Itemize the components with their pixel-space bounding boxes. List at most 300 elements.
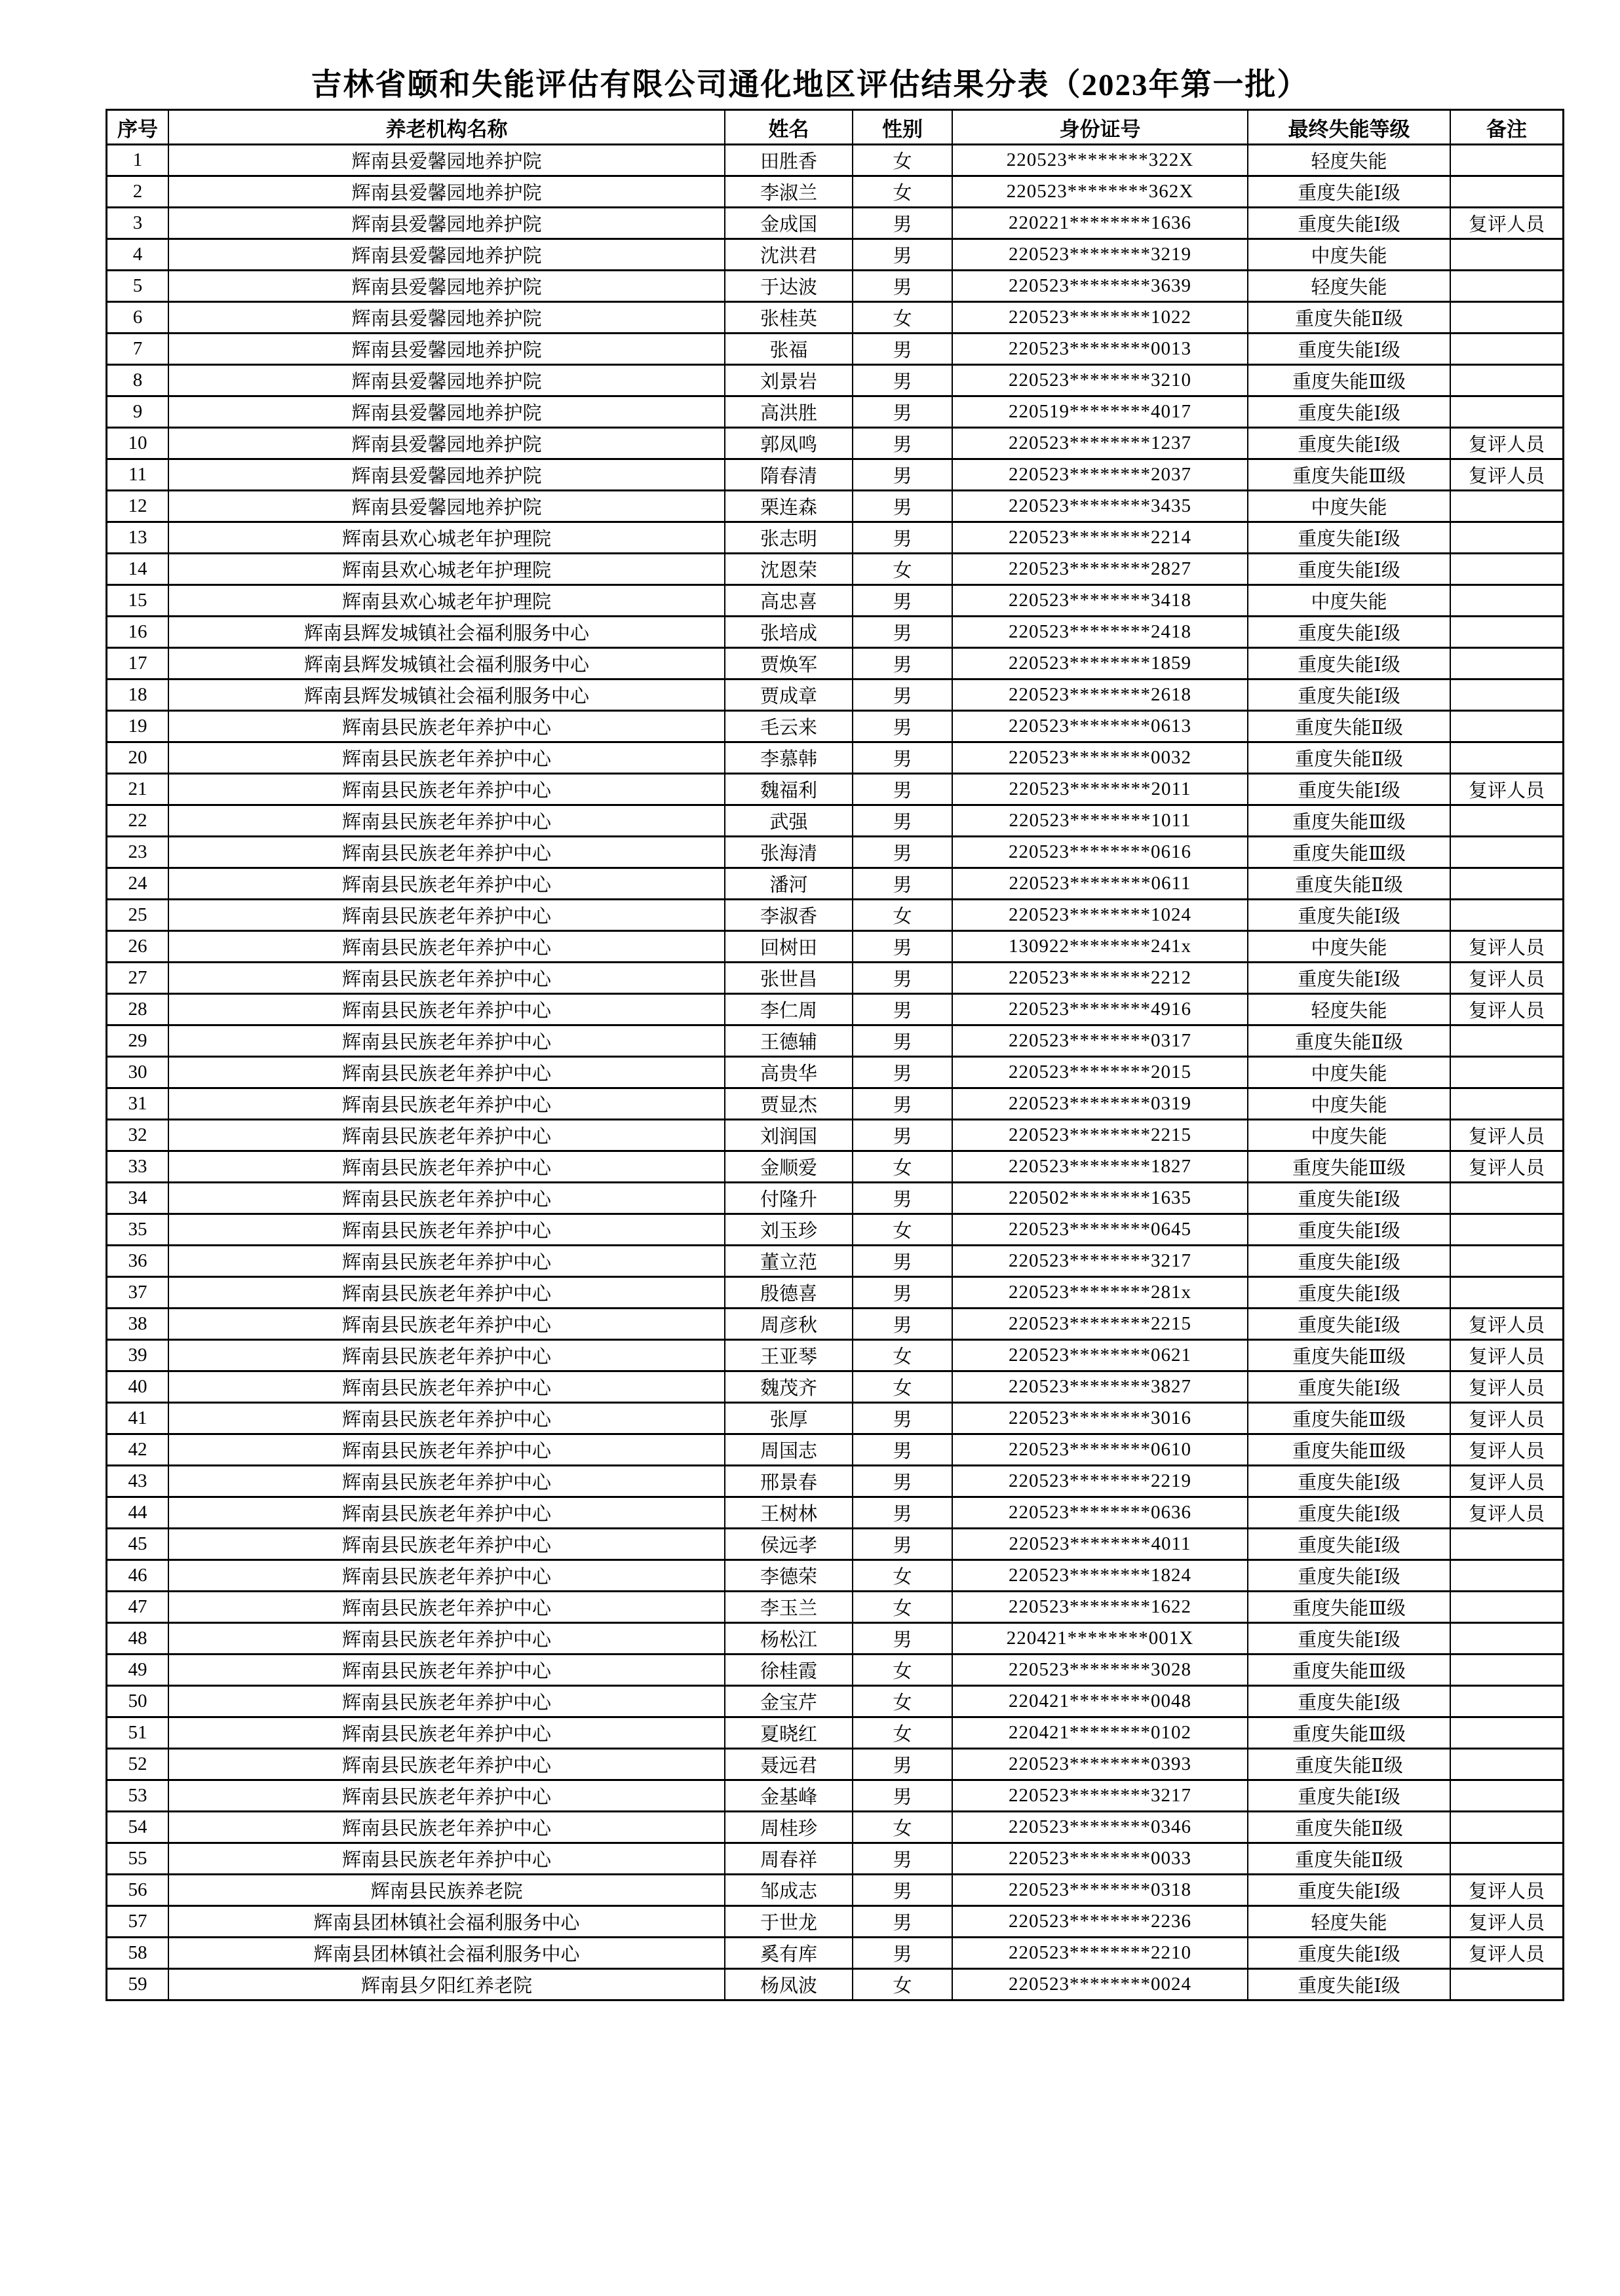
table-row: [107, 1434, 1564, 1466]
cell-index: 31: [107, 1088, 169, 1120]
cell-person-name: 邢景春: [725, 1466, 853, 1497]
cell-person-name: 李淑兰: [725, 176, 853, 208]
cell-gender: 男: [853, 1120, 952, 1151]
cell-institution-name: 辉南县民族老年养护中心: [168, 1749, 725, 1780]
cell-id-number: 220523********0645: [952, 1214, 1248, 1246]
cell-remark: [1450, 302, 1564, 334]
cell-institution-name: 辉南县民族老年养护中心: [168, 1843, 725, 1875]
cell-disability-level: 重度失能Ⅰ级: [1248, 774, 1450, 805]
table-row: [107, 742, 1564, 774]
cell-id-number: 220519********4017: [952, 396, 1248, 428]
cell-id-number: 220421********001X: [952, 1623, 1248, 1655]
cell-index: 23: [107, 837, 169, 868]
cell-index: 27: [107, 963, 169, 994]
cell-remark: [1450, 1214, 1564, 1246]
cell-institution-name: 辉南县爱馨园地养护院: [168, 428, 725, 459]
cell-id-number: 220523********0033: [952, 1843, 1248, 1875]
table-row: [107, 1560, 1564, 1592]
cell-disability-level: 重度失能Ⅰ级: [1248, 396, 1450, 428]
cell-id-number: 220523********281x: [952, 1277, 1248, 1309]
cell-remark: [1450, 837, 1564, 868]
cell-gender: 男: [853, 522, 952, 554]
cell-index: 19: [107, 711, 169, 742]
cell-institution-name: 辉南县民族老年养护中心: [168, 1183, 725, 1214]
cell-person-name: 魏茂齐: [725, 1371, 853, 1403]
cell-index: 12: [107, 491, 169, 522]
cell-gender: 男: [853, 931, 952, 963]
cell-remark: [1450, 1277, 1564, 1309]
cell-index: 47: [107, 1592, 169, 1623]
column-header-index: 序号: [107, 110, 169, 145]
table-row: [107, 1655, 1564, 1686]
cell-person-name: 李慕韩: [725, 742, 853, 774]
cell-disability-level: 轻度失能: [1248, 994, 1450, 1025]
cell-gender: 男: [853, 239, 952, 271]
cell-remark: 复评人员: [1450, 1497, 1564, 1529]
cell-gender: 男: [853, 396, 952, 428]
cell-disability-level: 重度失能Ⅱ级: [1248, 1025, 1450, 1057]
cell-institution-name: 辉南县爱馨园地养护院: [168, 208, 725, 239]
cell-remark: [1450, 679, 1564, 711]
cell-remark: [1450, 1529, 1564, 1560]
cell-institution-name: 辉南县民族老年养护中心: [168, 1529, 725, 1560]
cell-index: 56: [107, 1875, 169, 1906]
cell-remark: [1450, 1246, 1564, 1277]
cell-index: 37: [107, 1277, 169, 1309]
cell-disability-level: 中度失能: [1248, 491, 1450, 522]
cell-id-number: 220523********0610: [952, 1434, 1248, 1466]
cell-id-number: 220523********2236: [952, 1906, 1248, 1938]
table-row: [107, 648, 1564, 679]
cell-id-number: 220523********0621: [952, 1340, 1248, 1371]
cell-id-number: 220523********2418: [952, 617, 1248, 648]
cell-gender: 男: [853, 585, 952, 617]
cell-remark: 复评人员: [1450, 1403, 1564, 1434]
cell-remark: 复评人员: [1450, 1906, 1564, 1938]
cell-index: 25: [107, 900, 169, 931]
cell-remark: [1450, 271, 1564, 302]
cell-institution-name: 辉南县辉发城镇社会福利服务中心: [168, 617, 725, 648]
cell-id-number: 220523********1827: [952, 1151, 1248, 1183]
cell-gender: 男: [853, 1309, 952, 1340]
cell-id-number: 220523********1859: [952, 648, 1248, 679]
cell-institution-name: 辉南县民族老年养护中心: [168, 1686, 725, 1717]
cell-institution-name: 辉南县团林镇社会福利服务中心: [168, 1906, 725, 1938]
cell-disability-level: 重度失能Ⅰ级: [1248, 554, 1450, 585]
cell-remark: [1450, 648, 1564, 679]
cell-id-number: 220523********2215: [952, 1120, 1248, 1151]
cell-index: 5: [107, 271, 169, 302]
cell-institution-name: 辉南县民族老年养护中心: [168, 1371, 725, 1403]
cell-disability-level: 中度失能: [1248, 1088, 1450, 1120]
table-row: [107, 1403, 1564, 1434]
table-row: [107, 302, 1564, 334]
cell-institution-name: 辉南县民族老年养护中心: [168, 1812, 725, 1843]
cell-institution-name: 辉南县民族老年养护中心: [168, 868, 725, 900]
cell-remark: 复评人员: [1450, 1466, 1564, 1497]
cell-disability-level: 重度失能Ⅰ级: [1248, 1497, 1450, 1529]
cell-person-name: 殷德喜: [725, 1277, 853, 1309]
cell-index: 1: [107, 145, 169, 176]
cell-institution-name: 辉南县民族老年养护中心: [168, 1088, 725, 1120]
cell-institution-name: 辉南县民族老年养护中心: [168, 1466, 725, 1497]
cell-index: 13: [107, 522, 169, 554]
cell-index: 34: [107, 1183, 169, 1214]
table-row: [107, 271, 1564, 302]
cell-person-name: 聂远君: [725, 1749, 853, 1780]
cell-disability-level: 重度失能Ⅰ级: [1248, 1214, 1450, 1246]
cell-gender: 男: [853, 648, 952, 679]
cell-disability-level: 重度失能Ⅱ级: [1248, 711, 1450, 742]
cell-person-name: 董立范: [725, 1246, 853, 1277]
table-row: [107, 774, 1564, 805]
cell-person-name: 侯远孝: [725, 1529, 853, 1560]
table-row: [107, 428, 1564, 459]
cell-institution-name: 辉南县民族老年养护中心: [168, 1434, 725, 1466]
cell-gender: 男: [853, 1906, 952, 1938]
cell-index: 46: [107, 1560, 169, 1592]
cell-institution-name: 辉南县民族老年养护中心: [168, 805, 725, 837]
cell-id-number: 220523********2215: [952, 1309, 1248, 1340]
table-row: [107, 868, 1564, 900]
cell-gender: 男: [853, 459, 952, 491]
cell-disability-level: 重度失能Ⅰ级: [1248, 1623, 1450, 1655]
cell-index: 20: [107, 742, 169, 774]
cell-disability-level: 重度失能Ⅰ级: [1248, 1938, 1450, 1969]
cell-index: 10: [107, 428, 169, 459]
cell-institution-name: 辉南县民族老年养护中心: [168, 1309, 725, 1340]
cell-remark: 复评人员: [1450, 931, 1564, 963]
cell-disability-level: 重度失能Ⅰ级: [1248, 522, 1450, 554]
column-header-remark: 备注: [1450, 110, 1564, 145]
table-row: [107, 1246, 1564, 1277]
cell-institution-name: 辉南县民族老年养护中心: [168, 994, 725, 1025]
cell-remark: 复评人员: [1450, 994, 1564, 1025]
table-row: [107, 365, 1564, 396]
cell-disability-level: 中度失能: [1248, 239, 1450, 271]
cell-gender: 男: [853, 334, 952, 365]
cell-disability-level: 重度失能Ⅰ级: [1248, 428, 1450, 459]
table-row: [107, 1088, 1564, 1120]
cell-disability-level: 中度失能: [1248, 585, 1450, 617]
cell-person-name: 沈恩荣: [725, 554, 853, 585]
column-header-id-number: 身份证号: [952, 110, 1248, 145]
table-row: [107, 459, 1564, 491]
table-row: [107, 1466, 1564, 1497]
cell-person-name: 高洪胜: [725, 396, 853, 428]
cell-index: 30: [107, 1057, 169, 1088]
cell-institution-name: 辉南县民族老年养护中心: [168, 742, 725, 774]
cell-disability-level: 重度失能Ⅰ级: [1248, 1277, 1450, 1309]
cell-gender: 男: [853, 1466, 952, 1497]
cell-disability-level: 重度失能Ⅰ级: [1248, 963, 1450, 994]
cell-disability-level: 重度失能Ⅰ级: [1248, 1875, 1450, 1906]
cell-disability-level: 重度失能Ⅲ级: [1248, 1151, 1450, 1183]
cell-person-name: 周桂珍: [725, 1812, 853, 1843]
cell-remark: [1450, 1025, 1564, 1057]
cell-disability-level: 重度失能Ⅰ级: [1248, 617, 1450, 648]
cell-gender: 女: [853, 145, 952, 176]
cell-index: 11: [107, 459, 169, 491]
cell-gender: 男: [853, 491, 952, 522]
cell-remark: [1450, 554, 1564, 585]
cell-gender: 男: [853, 365, 952, 396]
cell-gender: 女: [853, 1560, 952, 1592]
cell-institution-name: 辉南县爱馨园地养护院: [168, 239, 725, 271]
cell-index: 28: [107, 994, 169, 1025]
cell-person-name: 张世昌: [725, 963, 853, 994]
table-row: [107, 1812, 1564, 1843]
table-row: [107, 994, 1564, 1025]
cell-index: 38: [107, 1309, 169, 1340]
cell-person-name: 杨松江: [725, 1623, 853, 1655]
cell-id-number: 220523********2015: [952, 1057, 1248, 1088]
cell-index: 4: [107, 239, 169, 271]
cell-gender: 男: [853, 1780, 952, 1812]
cell-institution-name: 辉南县民族老年养护中心: [168, 774, 725, 805]
cell-disability-level: 重度失能Ⅰ级: [1248, 208, 1450, 239]
table-row: [107, 837, 1564, 868]
cell-index: 18: [107, 679, 169, 711]
cell-index: 40: [107, 1371, 169, 1403]
cell-gender: 男: [853, 742, 952, 774]
cell-index: 53: [107, 1780, 169, 1812]
cell-disability-level: 重度失能Ⅲ级: [1248, 1403, 1450, 1434]
cell-person-name: 张桂英: [725, 302, 853, 334]
cell-institution-name: 辉南县民族老年养护中心: [168, 963, 725, 994]
table-row: [107, 522, 1564, 554]
cell-person-name: 李德荣: [725, 1560, 853, 1592]
cell-institution-name: 辉南县民族老年养护中心: [168, 1655, 725, 1686]
cell-person-name: 奚有库: [725, 1938, 853, 1969]
cell-disability-level: 重度失能Ⅲ级: [1248, 459, 1450, 491]
cell-person-name: 王亚琴: [725, 1340, 853, 1371]
cell-gender: 女: [853, 1686, 952, 1717]
cell-disability-level: 重度失能Ⅰ级: [1248, 1183, 1450, 1214]
cell-person-name: 周国志: [725, 1434, 853, 1466]
cell-gender: 男: [853, 963, 952, 994]
cell-disability-level: 重度失能Ⅰ级: [1248, 679, 1450, 711]
cell-id-number: 220523********2011: [952, 774, 1248, 805]
cell-id-number: 220523********2212: [952, 963, 1248, 994]
table-body: [107, 145, 1564, 2000]
table-row: [107, 1057, 1564, 1088]
cell-remark: 复评人员: [1450, 459, 1564, 491]
cell-id-number: 220523********0346: [952, 1812, 1248, 1843]
cell-id-number: 220523********4011: [952, 1529, 1248, 1560]
cell-disability-level: 重度失能Ⅰ级: [1248, 1371, 1450, 1403]
cell-disability-level: 重度失能Ⅰ级: [1248, 900, 1450, 931]
cell-remark: [1450, 711, 1564, 742]
cell-remark: 复评人员: [1450, 208, 1564, 239]
cell-disability-level: 重度失能Ⅲ级: [1248, 365, 1450, 396]
table-row: [107, 1120, 1564, 1151]
cell-remark: [1450, 742, 1564, 774]
cell-disability-level: 重度失能Ⅲ级: [1248, 805, 1450, 837]
cell-person-name: 王德辅: [725, 1025, 853, 1057]
assessment-results-table: [106, 109, 1564, 2001]
cell-disability-level: 中度失能: [1248, 1120, 1450, 1151]
cell-person-name: 周彦秋: [725, 1309, 853, 1340]
cell-remark: [1450, 239, 1564, 271]
cell-index: 32: [107, 1120, 169, 1151]
cell-id-number: 220523********2827: [952, 554, 1248, 585]
cell-index: 17: [107, 648, 169, 679]
cell-remark: [1450, 617, 1564, 648]
cell-disability-level: 重度失能Ⅲ级: [1248, 837, 1450, 868]
cell-id-number: 220523********2219: [952, 1466, 1248, 1497]
cell-institution-name: 辉南县民族老年养护中心: [168, 1214, 725, 1246]
cell-gender: 男: [853, 1183, 952, 1214]
table-row: [107, 711, 1564, 742]
cell-person-name: 杨凤波: [725, 1969, 853, 2000]
cell-gender: 男: [853, 1875, 952, 1906]
cell-disability-level: 重度失能Ⅰ级: [1248, 1780, 1450, 1812]
cell-gender: 男: [853, 1277, 952, 1309]
cell-institution-name: 辉南县民族老年养护中心: [168, 1277, 725, 1309]
cell-institution-name: 辉南县爱馨园地养护院: [168, 176, 725, 208]
cell-remark: [1450, 1843, 1564, 1875]
table-row: [107, 1309, 1564, 1340]
cell-id-number: 220523********3219: [952, 239, 1248, 271]
cell-gender: 男: [853, 271, 952, 302]
cell-person-name: 张厚: [725, 1403, 853, 1434]
cell-gender: 女: [853, 1214, 952, 1246]
cell-index: 35: [107, 1214, 169, 1246]
cell-disability-level: 重度失能Ⅲ级: [1248, 1340, 1450, 1371]
cell-index: 39: [107, 1340, 169, 1371]
table-row: [107, 1277, 1564, 1309]
cell-index: 15: [107, 585, 169, 617]
cell-disability-level: 轻度失能: [1248, 1906, 1450, 1938]
cell-remark: [1450, 1749, 1564, 1780]
table-row: [107, 554, 1564, 585]
cell-remark: [1450, 176, 1564, 208]
cell-disability-level: 轻度失能: [1248, 271, 1450, 302]
page-title: 吉林省颐和失能评估有限公司通化地区评估结果分表（2023年第一批）: [311, 68, 1309, 102]
cell-person-name: 武强: [725, 805, 853, 837]
cell-gender: 男: [853, 1749, 952, 1780]
cell-remark: [1450, 1088, 1564, 1120]
cell-gender: 男: [853, 711, 952, 742]
cell-id-number: 220523********2618: [952, 679, 1248, 711]
cell-disability-level: 中度失能: [1248, 931, 1450, 963]
table-row: [107, 679, 1564, 711]
cell-person-name: 邹成志: [725, 1875, 853, 1906]
cell-gender: 女: [853, 302, 952, 334]
cell-remark: [1450, 1686, 1564, 1717]
cell-index: 43: [107, 1466, 169, 1497]
table-row: [107, 1938, 1564, 1969]
cell-disability-level: 重度失能Ⅰ级: [1248, 1529, 1450, 1560]
cell-id-number: 220523********0013: [952, 334, 1248, 365]
cell-id-number: 220523********3217: [952, 1780, 1248, 1812]
cell-person-name: 周春祥: [725, 1843, 853, 1875]
table-row: [107, 1623, 1564, 1655]
cell-institution-name: 辉南县民族老年养护中心: [168, 1057, 725, 1088]
cell-institution-name: 辉南县爱馨园地养护院: [168, 271, 725, 302]
cell-institution-name: 辉南县民族老年养护中心: [168, 1340, 725, 1371]
cell-remark: [1450, 868, 1564, 900]
cell-remark: 复评人员: [1450, 963, 1564, 994]
cell-remark: [1450, 1717, 1564, 1749]
cell-disability-level: 重度失能Ⅲ级: [1248, 1717, 1450, 1749]
cell-disability-level: 重度失能Ⅲ级: [1248, 1592, 1450, 1623]
cell-disability-level: 重度失能Ⅱ级: [1248, 868, 1450, 900]
cell-index: 58: [107, 1938, 169, 1969]
cell-remark: [1450, 1812, 1564, 1843]
cell-remark: 复评人员: [1450, 1120, 1564, 1151]
cell-institution-name: 辉南县民族老年养护中心: [168, 1623, 725, 1655]
cell-institution-name: 辉南县爱馨园地养护院: [168, 145, 725, 176]
cell-index: 49: [107, 1655, 169, 1686]
cell-gender: 男: [853, 805, 952, 837]
cell-institution-name: 辉南县爱馨园地养护院: [168, 302, 725, 334]
cell-gender: 男: [853, 679, 952, 711]
cell-person-name: 刘玉珍: [725, 1214, 853, 1246]
cell-remark: [1450, 1969, 1564, 2000]
cell-disability-level: 重度失能Ⅰ级: [1248, 1466, 1450, 1497]
cell-gender: 女: [853, 1371, 952, 1403]
cell-person-name: 金基峰: [725, 1780, 853, 1812]
cell-index: 24: [107, 868, 169, 900]
cell-person-name: 于世龙: [725, 1906, 853, 1938]
cell-disability-level: 中度失能: [1248, 1057, 1450, 1088]
cell-institution-name: 辉南县民族老年养护中心: [168, 1560, 725, 1592]
cell-gender: 男: [853, 208, 952, 239]
cell-gender: 女: [853, 1592, 952, 1623]
cell-disability-level: 重度失能Ⅰ级: [1248, 1246, 1450, 1277]
table-row: [107, 963, 1564, 994]
table-row: [107, 900, 1564, 931]
cell-remark: [1450, 145, 1564, 176]
table-row: [107, 208, 1564, 239]
table-row: [107, 1592, 1564, 1623]
cell-remark: [1450, 1560, 1564, 1592]
cell-id-number: 220502********1635: [952, 1183, 1248, 1214]
cell-institution-name: 辉南县民族老年养护中心: [168, 1592, 725, 1623]
cell-gender: 女: [853, 1340, 952, 1371]
cell-person-name: 徐桂霞: [725, 1655, 853, 1686]
cell-institution-name: 辉南县民族老年养护中心: [168, 837, 725, 868]
cell-gender: 男: [853, 1088, 952, 1120]
cell-index: 21: [107, 774, 169, 805]
table-row: [107, 1717, 1564, 1749]
cell-remark: 复评人员: [1450, 1434, 1564, 1466]
table-row: [107, 617, 1564, 648]
cell-person-name: 李淑香: [725, 900, 853, 931]
cell-remark: 复评人员: [1450, 1371, 1564, 1403]
cell-id-number: 220523********3827: [952, 1371, 1248, 1403]
table-header: [107, 110, 1564, 145]
cell-gender: 女: [853, 1151, 952, 1183]
cell-id-number: 220523********1024: [952, 900, 1248, 931]
cell-id-number: 220523********1237: [952, 428, 1248, 459]
cell-institution-name: 辉南县民族老年养护中心: [168, 1403, 725, 1434]
cell-gender: 男: [853, 994, 952, 1025]
cell-institution-name: 辉南县爱馨园地养护院: [168, 396, 725, 428]
cell-institution-name: 辉南县欢心城老年护理院: [168, 554, 725, 585]
cell-person-name: 金顺爱: [725, 1151, 853, 1183]
cell-person-name: 贾成章: [725, 679, 853, 711]
cell-remark: [1450, 522, 1564, 554]
table-row: [107, 1749, 1564, 1780]
cell-person-name: 金宝芹: [725, 1686, 853, 1717]
cell-index: 52: [107, 1749, 169, 1780]
cell-gender: 男: [853, 1938, 952, 1969]
cell-id-number: 220523********3217: [952, 1246, 1248, 1277]
cell-remark: 复评人员: [1450, 774, 1564, 805]
